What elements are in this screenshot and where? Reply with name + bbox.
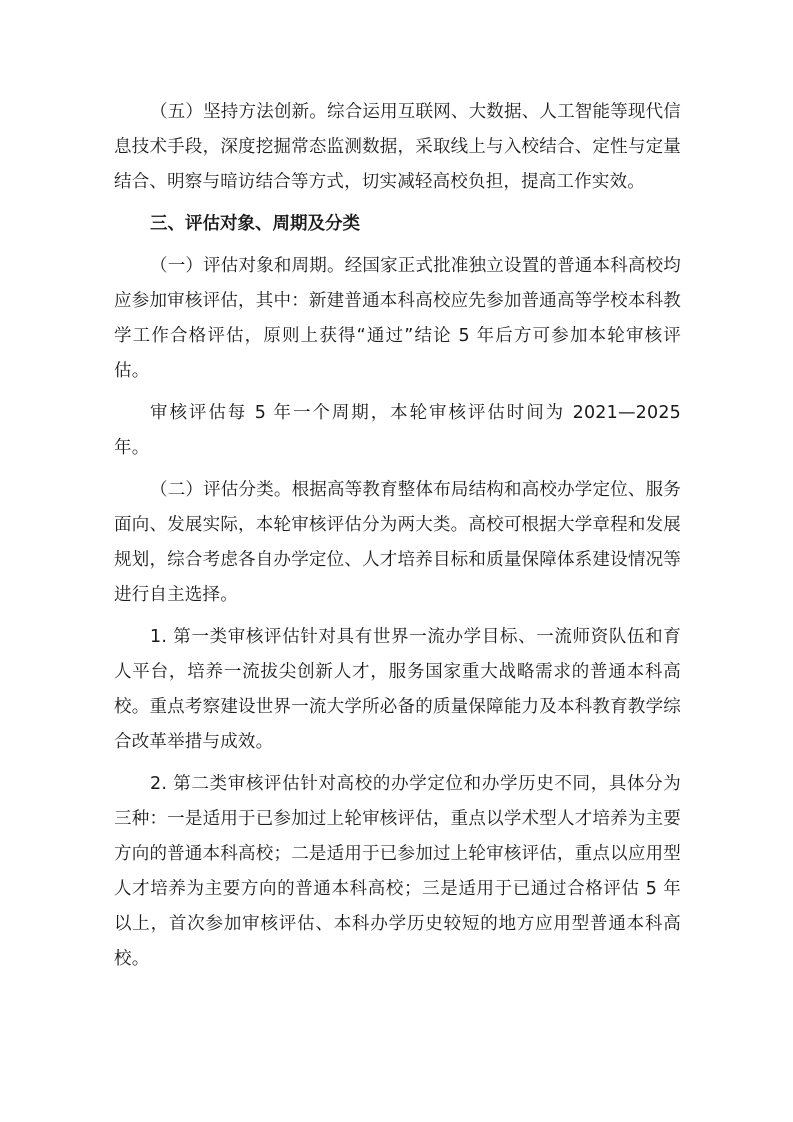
paragraph-assessment-cycle: 审核评估每 5 年一个周期，本轮审核评估时间为 2021—2025 年。 — [114, 403, 681, 458]
paragraph-first-category: 1. 第一类审核评估针对具有世界一流办学目标、一流师资队伍和育人平台，培养一流拔尖创新人才，服务国家重大战略需求的普通本科高校。重点考察建设世界一流大学所必备的质量保障能力及本科教育教学综合改革举措与成效。 — [114, 627, 681, 752]
paragraph-assessment-classification: （二）评估分类。根据高等教育整体布局结构和高校办学定位、服务面向、发展实际，本轮审核评估分为两大类。高校可根据大学章程和发展规划，综合考虑各自办学定位、人才培养目标和质量保障体系建设情况等进行自主选择。 — [114, 480, 681, 605]
paragraph-assessment-object: （一）评估对象和周期。经国家正式批准独立设置的普通本科高校均应参加审核评估，其中：新建普通本科高校应先参加普通高等学校本科教学工作合格评估，原则上获得“通过”结论 5 年后方可参加本轮审核评估。 — [114, 256, 681, 381]
paragraph-method-innovation: （五）坚持方法创新。综合运用互联网、大数据、人工智能等现代信息技术手段，深度挖掘常态监测数据，采取线上与入校结合、定性与定量结合、明察与暗访结合等方式，切实减轻高校负担，提高工作实效。 — [114, 102, 681, 192]
paragraph-second-category: 2. 第二类审核评估针对高校的办学定位和办学历史不同，具体分为三种：一是适用于已参加过上轮审核评估，重点以学术型人才培养为主要方向的普通本科高校；二是适用于已参加过上轮审核评估，重点以应用型人才培养为主要方向的普通本科高校；三是适用于已通过合格评估 5 年以上，首次参加审核评估、本科办学历史较短的地方应用型普通本科高校。 — [114, 774, 681, 969]
section-heading: 三、评估对象、周期及分类 — [150, 214, 360, 234]
